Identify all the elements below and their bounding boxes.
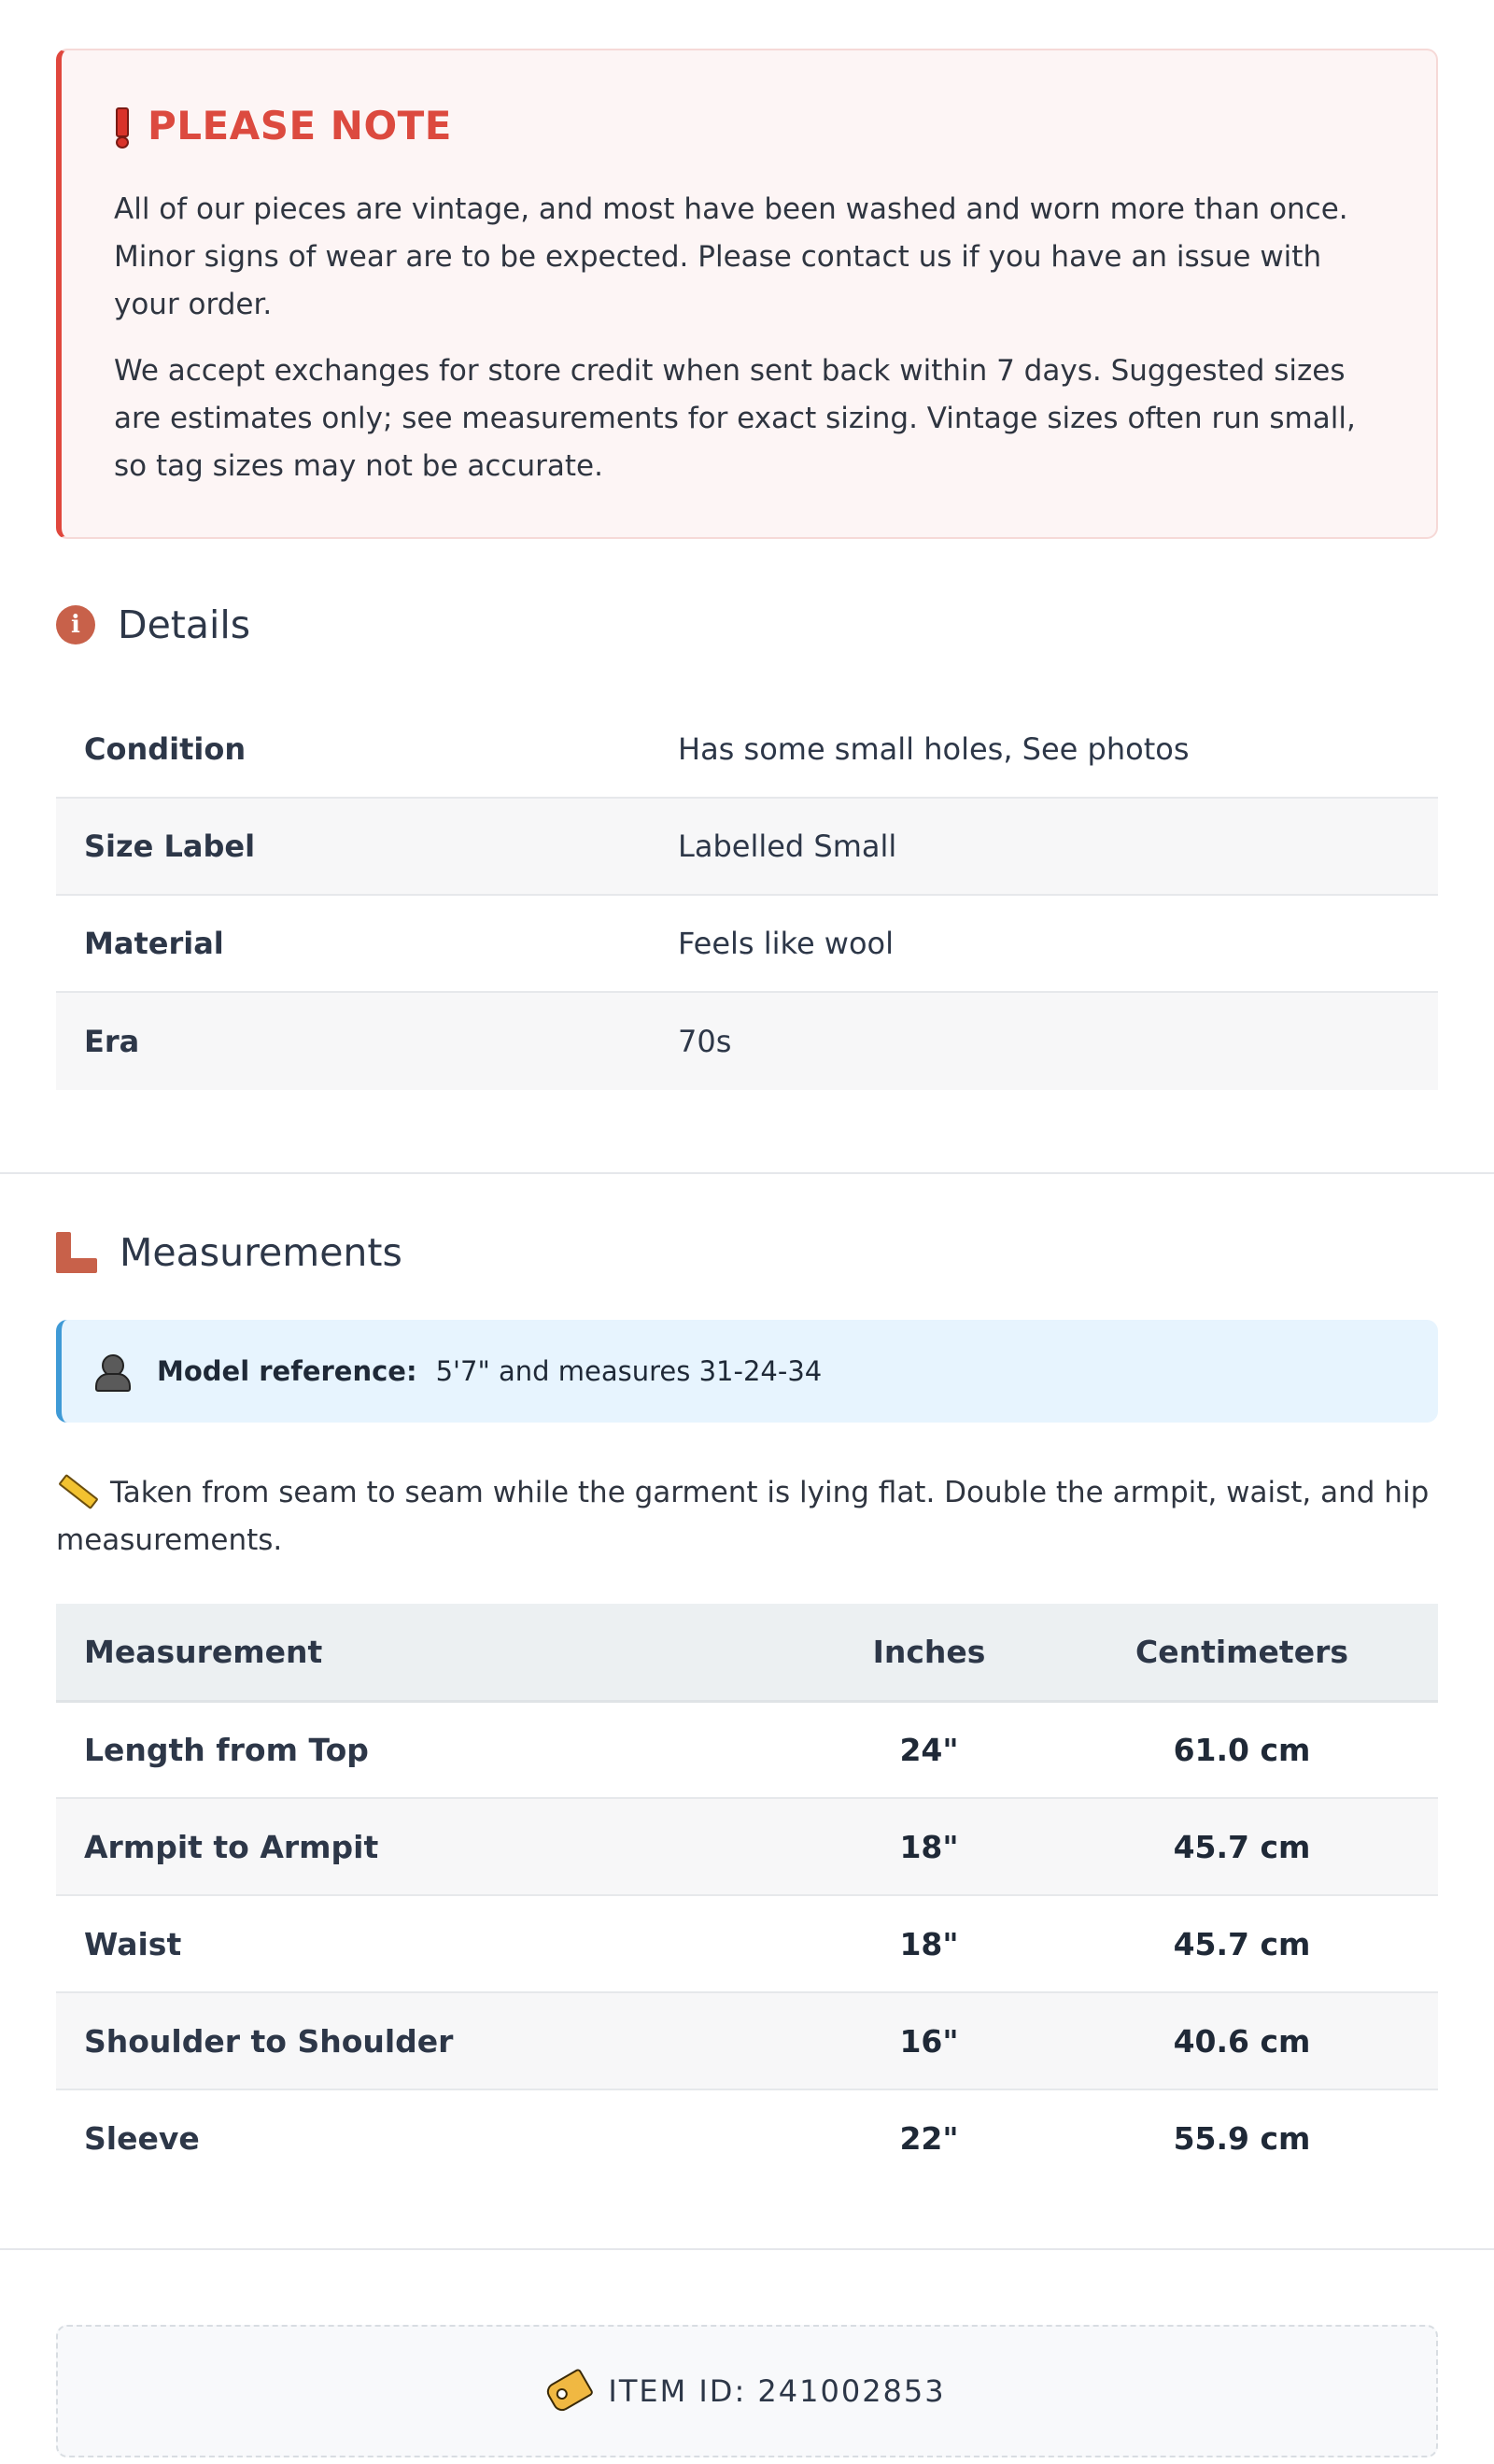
pencil-icon xyxy=(58,1473,98,1508)
column-header-measurement: Measurement xyxy=(56,1604,812,1701)
measurement-cm: 45.7 cm xyxy=(1046,1798,1438,1895)
notice-paragraph: All of our pieces are vintage, and most have been washed and worn more than once. Minor signs of wear are to be expected. Please contact us if you have an issue with your order. xyxy=(114,192,1348,321)
details-row xyxy=(56,896,1438,993)
item-id-text: ITEM ID: 241002853 xyxy=(608,2373,946,2409)
notice-title xyxy=(114,103,1388,149)
measurement-inches: 18" xyxy=(812,1798,1046,1895)
details-key: Era xyxy=(84,1024,140,1059)
measurement-cm: 40.6 cm xyxy=(1046,1992,1438,2089)
details-value: 70s xyxy=(678,1024,732,1059)
measurements-heading-text: Measurements xyxy=(120,1230,402,1275)
measurement-inches: 24" xyxy=(812,1701,1046,1798)
item-id-box xyxy=(56,2325,1438,2457)
table-row xyxy=(56,1992,1438,2089)
measurement-inches: 18" xyxy=(812,1895,1046,1992)
details-row xyxy=(56,701,1438,799)
page-content xyxy=(0,0,1494,1090)
table-row xyxy=(56,2089,1438,2187)
details-heading-text: Details xyxy=(118,602,251,647)
column-header-inches: Inches xyxy=(812,1604,1046,1701)
measurement-name: Shoulder to Shoulder xyxy=(56,1992,812,2089)
measurement-cm: 45.7 cm xyxy=(1046,1895,1438,1992)
details-heading xyxy=(56,602,1438,647)
measurement-inches: 16" xyxy=(812,1992,1046,2089)
measurement-name: Length from Top xyxy=(56,1701,812,1798)
details-value: Labelled Small xyxy=(678,828,897,864)
details-row xyxy=(56,993,1438,1090)
table-row xyxy=(56,1701,1438,1798)
exclamation-icon xyxy=(114,107,127,145)
details-row xyxy=(56,799,1438,896)
details-value: Has some small holes, See photos xyxy=(678,731,1190,767)
notice-box xyxy=(56,49,1438,539)
measurements-section xyxy=(0,1174,1494,2187)
measurement-instructions xyxy=(56,1469,1438,1565)
section-divider xyxy=(0,2248,1494,2250)
measurement-name: Armpit to Armpit xyxy=(56,1798,812,1895)
model-reference-label: Model reference: xyxy=(157,1355,417,1387)
details-key: Material xyxy=(84,926,224,961)
measurement-name: Waist xyxy=(56,1895,812,1992)
ruler-icon xyxy=(56,1232,97,1273)
measurement-name: Sleeve xyxy=(84,2120,200,2157)
measurements-heading xyxy=(56,1230,1438,1275)
measurements-table xyxy=(56,1604,1438,2187)
model-reference-value: 5'7" and measures 31-24-34 xyxy=(435,1355,823,1387)
table-row xyxy=(56,1895,1438,1992)
measurement-cm: 55.9 cm xyxy=(1173,2120,1311,2157)
details-key: Size Label xyxy=(84,828,256,864)
model-reference xyxy=(56,1320,1438,1423)
details-key: Condition xyxy=(84,731,247,767)
details-value: Feels like wool xyxy=(678,926,895,961)
measurement-cm: 61.0 cm xyxy=(1046,1701,1438,1798)
measurement-instructions-text: Taken from seam to seam while the garment is lying flat. Double the armpit, waist, and hip measurements. xyxy=(56,1476,1430,1557)
details-table xyxy=(56,701,1438,1090)
tag-icon xyxy=(544,2370,591,2413)
measurement-inches: 22" xyxy=(899,2120,959,2157)
notice-paragraph: We accept exchanges for store credit when sent back within 7 days. Suggested sizes are estimates only; see measurements for exact sizing. Vintage sizes often run small, so tag sizes may not be accurate. xyxy=(114,354,1356,483)
info-icon: i xyxy=(56,605,95,644)
column-header-centimeters: Centimeters xyxy=(1046,1604,1438,1701)
notice-title-text: PLEASE NOTE xyxy=(148,103,452,149)
person-icon xyxy=(95,1354,127,1388)
table-row xyxy=(56,1798,1438,1895)
table-header-row xyxy=(56,1604,1438,1701)
